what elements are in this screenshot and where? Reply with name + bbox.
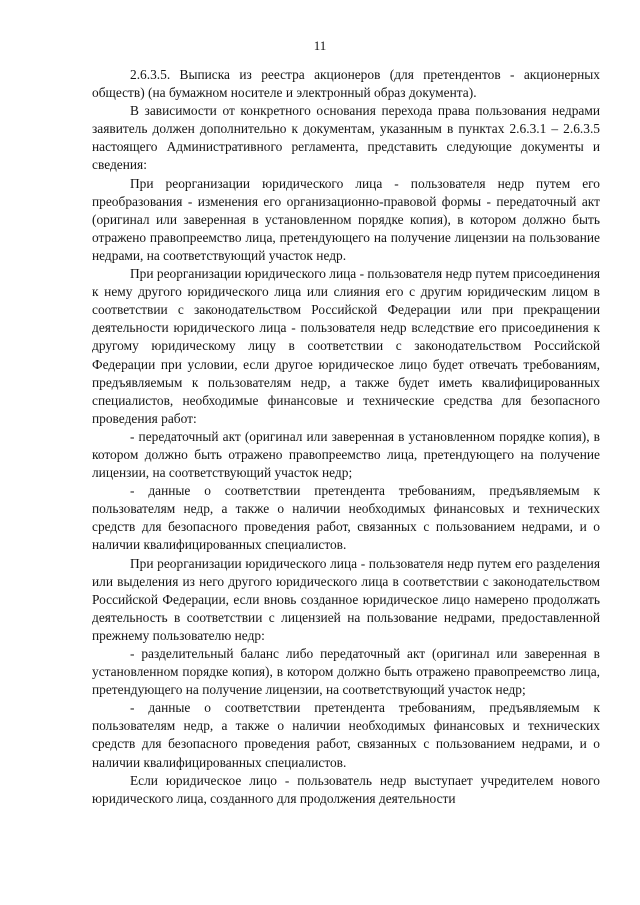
paragraph-division-separation: При реорганизации юридического лица - пользователя недр путем его разделения или выделения из него другого юридического лица в соответствии с законодательством Российской Федерации, если вновь созданное юридическое лицо намерено продолжать деятельность в соответствии с лицензией на пользование недрами, предоставленной прежнему пользователю недр: (92, 555, 600, 643)
paragraph-founder-new-entity: Если юридическое лицо - пользователь недр выступает учредителем нового юридического лица, созданного для продолжения деятельности (92, 772, 600, 806)
list-item-transfer-act: - передаточный акт (оригинал или заверенная в установленном порядке копия), в котором должно быть отражено правопреемство лица, претендующего на получение лицензии, на соответствующий участок недр; (92, 428, 600, 481)
page-number: 11 (313, 38, 327, 53)
paragraph-additional-documents-intro: В зависимости от конкретного основания перехода права пользования недрами заявитель должен дополнительно к документам, указанным в пунктах 2.6.3.1 – 2.6.3.5 настоящего Административного регламента, представить следующие документы и сведения: (92, 103, 600, 173)
document-body (92, 66, 600, 808)
paragraph-transformation: При реорганизации юридического лица - пользователя недр путем его преобразования - изменения его организационно-правовой формы - передаточный акт (оригинал или заверенная в установленном порядке копия), в котором должно быть отражено правопреемство лица, претендующего на получение лицензии на пользование недрами, на соответствующий участок недр. (92, 175, 600, 263)
paragraph-2-6-3-5: 2.6.3.5. Выписка из реестра акционеров (для претендентов - акционерных обществ) (на бумажном носителе и электронный образ документа). (92, 67, 600, 101)
paragraph-merger-accession: При реорганизации юридического лица - пользователя недр путем присоединения к нему другого юридического лица или слияния его с другим юридическим лицом в соответствии с законодательством Российской Федерации или при прекращении деятельности юридического лица - пользователя недр вследствие его присоединения к другому юридическому лицу в соответствии с законодательством Российской Федерации при условии, если другое юридическое лицо будет отвечать требованиям, предъявляемым к пользователям недр, а также будет иметь квалифицированных специалистов, необходимые финансовые и технические средства для безопасного проведения работ: (92, 266, 600, 426)
list-item-compliance-data: - данные о соответствии претендента требованиям, предъявляемым к пользователям недр, а также о наличии необходимых финансовых и технических средств для безопасного проведения работ, связанных с пользованием недрами, и о наличии квалифицированных специалистов. (92, 483, 600, 553)
list-item-separation-balance: - разделительный баланс либо передаточный акт (оригинал или заверенная в установленном порядке копия), в котором должно быть отражено правопреемство лица, претендующего на получение лицензии, на соответствующий участок недр; (92, 646, 600, 698)
list-item-compliance-data-2: - данные о соответствии претендента требованиям, предъявляемым к пользователям недр, а также о наличии необходимых финансовых и технических средств для безопасного проведения работ, связанных с пользованием недрами, и о наличии квалифицированных специалистов. (92, 700, 600, 770)
